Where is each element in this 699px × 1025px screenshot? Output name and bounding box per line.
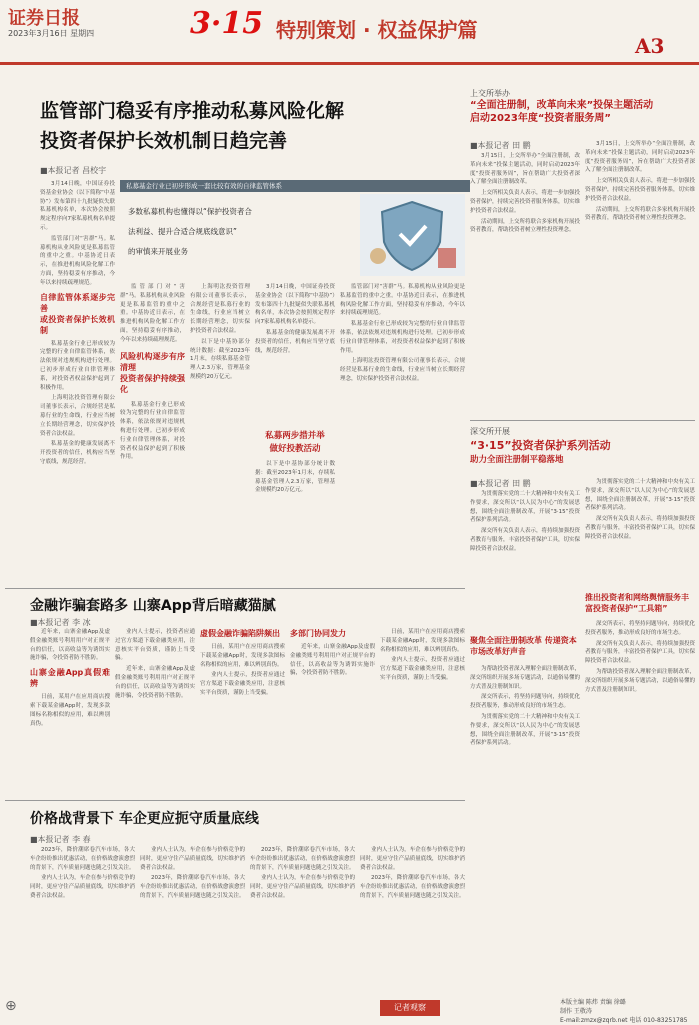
sse-kicker: 上交所举办 <box>470 89 510 98</box>
scam-subhead1: 山寨金融App真假难辨 <box>30 668 110 689</box>
scam-subhead2: 虚假金融诈骗陷阱频出 <box>200 629 280 638</box>
scam-divider <box>5 588 465 589</box>
lead-column-4b <box>255 460 335 578</box>
lead-subhead1-b: 或投资者保护长效机制 <box>40 314 115 335</box>
scam-subhead3: 多部门协同发力 <box>290 629 346 638</box>
lead-para1-cont: 监管部门对“害群”马。私募机构从业风险更是私募监管的重中之重。中基协近日表示，在推进机构风险化解工作方面，坚持稳妥有序推动，今年以来持续疏理规范。 <box>120 284 185 343</box>
car-divider <box>5 800 465 801</box>
lead-para4-cont: 上海明汯投资管理有限公司董事长表示，合规经营是私募行业的生命线，行业应当树立长期经营理念，切实保护投资者合法权益。 <box>190 284 250 334</box>
scam-column-1 <box>30 628 110 798</box>
szse-r3-para1b: 为贯彻落实党的二十大精神和中央有关工作要求，深交所以“以人民为中心”的发展思想，围绕全面注册制改革，开展“3·15”投资者保护系列活动。 <box>470 713 581 747</box>
scam-para2b: 日前，某用户在应用商店搜索下载某金融App时，发现多款图标名称相似的应用，难以辨别真伪。 <box>200 644 285 668</box>
szse-para2: 深交所有关负责人表示，将持续加强投资者教育与服务，丰富投资者保护工具，切实保障投资者合法权益。 <box>470 528 581 552</box>
szse-column-1 <box>470 490 580 630</box>
sse-byline: ■本报记者 田 鹏 <box>470 141 531 150</box>
szse-column-4 <box>585 620 695 990</box>
car-para1c: 2023年，降价潮席卷汽车市场，各大车企纷纷推出优惠活动，在价格战愈演愈烈的背景下，汽车质量问题也随之引发关注。 <box>250 847 355 871</box>
sse-article-header <box>470 88 695 125</box>
scam-para3: 业内人士提示，投资者应通过官方渠道下载金融类应用，注意核实平台资质，谨防上当受骗。 <box>115 629 195 662</box>
footer-meta-line1: 本版主编 陈炜 责编 徐璐 <box>560 999 626 1006</box>
footer-meta-line3: E-mail:zmzx@zqrb.net 电话 010-83251785 <box>560 1017 688 1024</box>
footer-meta-line2: 制作 王敬涛 <box>560 1008 592 1015</box>
scam-headline: 金融诈骗套路多 山寨App背后暗藏猫腻 <box>30 598 276 614</box>
car-para2c: 业内人士认为，车企在参与价格竞争的同时，更应守住产品质量底线，切实维护消费者合法权益。 <box>250 875 355 899</box>
lead-para3: 私募基金行业已形成较为完整的行业自律监管体系，依法依规对违规机构进行处理。已初步形成行业自律管理体系，对投资者权益保护起到了积极作用。 <box>40 340 115 391</box>
szse-kicker: 深交所开展 <box>470 427 510 436</box>
lead-byline: ■本报记者 昌校宇 <box>40 166 107 175</box>
lead-para1: 3月14日晚，中国证券投资基金业协会（以下简称“中基协”）发布第四十九批疑似失联私募机构名单，本次协会按照规定程序向7家私募机构名单提示。 <box>40 181 116 231</box>
right-divider <box>470 420 695 421</box>
event-number: 3·15 <box>190 6 264 41</box>
scam-para1c: 近年来，山寨金融App及虚假金融类账号利用用户对正规平台的信任，以高收益等为诱饵实施诈骗，令投资者防不胜防。 <box>290 644 375 677</box>
lead-side-head-1: 私募两步措并举 <box>265 431 325 441</box>
shield-illustration-icon <box>360 194 465 276</box>
scam-para3b: 业内人士提示，投资者应通过官方渠道下载金融类应用，注意核实平台资质，谨防上当受骗。 <box>200 672 285 696</box>
footer-meta <box>560 998 695 1025</box>
feature-inset <box>120 180 470 275</box>
lead-closing-col4: 以下是中基协部分统计数据：截至2023年1月末，存续私募基金管理人2.3万家，管理基金规模约20万亿元。 <box>255 461 335 494</box>
issue-date: 2023年3月16日 星期四 <box>8 29 95 38</box>
feature-quote-3: 的审慎来开展业务 <box>128 247 188 256</box>
lead-headline-line2: 投资者保护长效机制日趋完善 <box>40 130 288 152</box>
szse-r3-para1c: 为帮助投资者深入理解全面注册制改革，深交所组织开展多场专题活动，以通俗易懂的方式普及注册制知识。 <box>585 668 696 693</box>
lead-headline-line1: 监管部门稳妥有序推动私募风险化解 <box>40 100 345 122</box>
szse-para1: 为贯彻落实党的二十大精神和中央有关工作要求，深交所以“以人民为中心”的发展思想，围绕全面注册制改革，开展“3·15”投资者保护系列活动。 <box>470 491 581 524</box>
szse-column-3 <box>470 665 580 995</box>
lead-para2: 监管部门对“害群”马。私募机构从业风险更是私募监管的重中之重。中基协近日表示，在推进机构风险化解工作方面，坚持稳妥有序推动，今年以来持续疏理规范。 <box>40 235 115 286</box>
lead-subhead2-b: 投资者保护持续强化 <box>120 373 185 394</box>
scam-para1b: 近年来，山寨金融App及虚假金融类账号利用用户对正规平台的信任，以高收益等为诱饵实施诈骗，令投资者防不胜防。 <box>115 666 195 699</box>
scam-column-3 <box>200 628 285 798</box>
sse-para1-col2: 3月15日，上交所举办“全面注册制，改革向未来”投保主题活动，同时启动2023年度“投资者服务周”，旨在帮助广大投资者深入了解全面注册制改革。 <box>585 141 695 174</box>
page-number: A3 <box>635 34 665 58</box>
sse-para3: 活动期间，上交所将联合多家机构开展投资者教育，帮助投资者树立理性投资理念。 <box>470 218 581 234</box>
lead-para4: 上海明汯投资管理有限公司董事长表示，合规经营是私募行业的生命线，行业应当树立长期经营理念，切实保护投资者合法权益。 <box>40 395 115 437</box>
szse-column-2 <box>585 478 695 588</box>
lead-subhead2-a: 风险机构逐步有序清理 <box>120 351 185 372</box>
car-byline: ■本报记者 李 春 <box>30 835 91 844</box>
lead-side-head-2: 做好投教活动 <box>269 444 321 454</box>
lead-closing: 以下是中基协部分统计数据：截至2023年1月末，存续私募基金管理人2.3万家，管理基金规模约20万亿元。 <box>190 338 250 380</box>
lead-column-3 <box>190 283 250 578</box>
lead-column-2 <box>120 283 185 578</box>
szse-r2-para2b: 深交所有关负责人表示，将持续加强投资者教育与服务，丰富投资者保护工具，切实保障投资者合法权益。 <box>585 640 696 665</box>
reporter-observation-badge: 记者观察 <box>380 1000 440 1016</box>
car-column-2 <box>140 846 245 996</box>
lead-headline <box>40 96 450 156</box>
scam-column-2 <box>115 628 195 798</box>
car-para1d: 2023年，降价潮席卷汽车市场，各大车企纷纷推出优惠活动，在价格战愈演愈烈的背景下，汽车质量问题也随之引发关注。 <box>360 875 465 899</box>
registration-mark-icon: ⊕ <box>5 998 17 1014</box>
sse-para1: 3月15日，上交所举办“全面注册制，改革向未来”投保主题活动，同时启动2023年度“投资者服务周”，旨在帮助广大投资者深入了解全面注册制改革。 <box>470 153 580 186</box>
lead-subhead2 <box>120 351 185 395</box>
car-headline: 价格战背景下 车企更应扼守质量底线 <box>30 811 259 827</box>
scam-para3c: 业内人士提示，投资者应通过官方渠道下载金融类应用，注意核实平台资质，谨防上当受骗。 <box>380 657 465 681</box>
masthead-rule <box>0 62 699 65</box>
scam-para2: 日前，某用户在应用商店搜索下载某金融App时，发现多款图标名称相似的应用，难以辨别真伪。 <box>30 694 110 727</box>
car-para1b: 2023年，降价潮席卷汽车市场，各大车企纷纷推出优惠活动，在价格战愈演愈烈的背景下，汽车质量问题也随之引发关注。 <box>140 875 245 899</box>
sse-para3-col2: 活动期间，上交所将联合多家机构开展投资者教育，帮助投资者树立理性投资理念。 <box>585 206 696 222</box>
masthead <box>0 0 699 82</box>
scam-para1: 近年来，山寨金融App及虚假金融类账号利用用户对正规平台的信任，以高收益等为诱饵实施诈骗，令投资者防不胜防。 <box>30 629 110 662</box>
sse-para2: 上交所相关负责人表示，将进一步加强投资者保护，持续完善投资者服务体系，切实维护投资者合法权益。 <box>470 190 581 214</box>
sse-column-2 <box>585 140 695 417</box>
sse-title-line2: 启动2023年度“投资者服务周” <box>470 113 611 124</box>
car-para2b: 业内人士认为，车企在参与价格竞争的同时，更应守住产品质量底线，切实维护消费者合法权益。 <box>140 847 245 871</box>
szse-r3-para2b: 深交所表示，将坚持问题导向，持续优化投资者服务，推动形成良好的市场生态。 <box>585 621 696 636</box>
lead-quote: 私募基金的健康发展离不开投资者的信任，机构应当坚守底线，规范经营。 <box>40 441 115 465</box>
feature-quote-2: 法利益、提升合适合规底线意识” <box>128 227 237 236</box>
szse-subtitle: 助力全面注册制平稳落地 <box>470 455 564 465</box>
lead-para1-col4: 3月14日晚，中国证券投资基金业协会（以下简称“中基协”）发布第四十九批疑似失联私募机构名单，本次协会按照规定程序向7家私募机构名单提示。 <box>255 284 335 326</box>
lead-quote-col4: 私募基金的健康发展离不开投资者的信任，机构应当坚守底线，规范经营。 <box>255 329 335 354</box>
feature-bar: 私募基金行业已初步形成一套比较有效的自律监管体系 <box>120 180 470 192</box>
car-column-3 <box>250 846 355 996</box>
car-column-4 <box>360 846 465 996</box>
szse-title: “3·15”投资者保护系列活动 <box>470 439 611 452</box>
car-para1: 2023年，降价潮席卷汽车市场，各大车企纷纷推出优惠活动，在价格战愈演愈烈的背景下，汽车质量问题也随之引发关注。 <box>30 847 135 871</box>
feature-quote-1: 多数私募机构也懂得以“保护投资者合 <box>128 207 252 216</box>
car-para2: 业内人士认为，车企在参与价格竞争的同时，更应守住产品质量底线，切实维护消费者合法权益。 <box>30 875 135 899</box>
lead-para3-cont: 私募基金行业已形成较为完整的行业自律监管体系，依法依规对违规机构进行处理。已初步形成行业自律管理体系，对投资者权益保护起到了积极作用。 <box>120 401 185 461</box>
szse-article-header <box>470 426 695 465</box>
banner-title: 特别策划 · 权益保护篇 <box>276 18 478 42</box>
lead-subhead1-a: 自律监管体系逐步完善 <box>40 292 115 313</box>
szse-subhead2: 聚焦全面注册制改革 传递资本市场改革好声音 <box>470 636 577 656</box>
scam-para2c: 日前，某用户在应用商店搜索下载某金融App时，发现多款图标名称相似的应用，难以辨别真伪。 <box>380 629 465 653</box>
lead-side-head <box>255 430 335 456</box>
scam-byline: ■本报记者 李 冰 <box>30 618 91 627</box>
car-para2d: 业内人士认为，车企在参与价格竞争的同时，更应守住产品质量底线，切实维护消费者合法权益。 <box>360 847 465 871</box>
scam-column-4 <box>290 628 375 798</box>
lead-column-4 <box>255 283 335 428</box>
szse-byline: ■本报记者 田 鹏 <box>470 479 531 488</box>
szse-para2-col2: 深交所有关负责人表示，将持续加强投资者教育与服务，丰富投资者保护工具，切实保障投资者合法权益。 <box>585 516 696 540</box>
lead-para2-col5: 监管部门对“害群”马。私募机构从业风险更是私募监管的重中之重。中基协近日表示，在推进机构风险化解工作方面，坚持稳妥有序推动，今年以来持续疏理规范。 <box>340 284 465 317</box>
szse-r3-para1: 为帮助投资者深入理解全面注册制改革，深交所组织开展多场专题活动，以通俗易懂的方式普及注册制知识。 <box>470 666 581 690</box>
lead-column-5 <box>340 283 465 578</box>
lead-column-1 <box>40 180 115 575</box>
lead-para4-col5: 上海明汯投资管理有限公司董事长表示，合规经营是私募行业的生命线，行业应当树立长期经营理念，切实保护投资者合法权益。 <box>340 358 465 382</box>
car-column-1 <box>30 846 135 996</box>
sse-para2-col2: 上交所相关负责人表示，将进一步加强投资者保护，持续完善投资者服务体系，切实维护投资者合法权益。 <box>585 178 696 202</box>
sse-column-1 <box>470 152 580 417</box>
szse-r3-para2: 深交所表示，将坚持问题导向，持续优化投资者服务，推动形成良好的市场生态。 <box>470 694 581 710</box>
szse-para1-col2: 为贯彻落实党的二十大精神和中央有关工作要求，深交所以“以人民为中心”的发展思想，围绕全面注册制改革，开展“3·15”投资者保护系列活动。 <box>585 479 696 512</box>
szse-subhead: 推出投资者和网络舆情服务丰富投资者保护“工具箱” <box>585 593 689 613</box>
feature-banner <box>190 6 620 44</box>
lead-subhead1 <box>40 292 115 336</box>
lead-para3-col5: 私募基金行业已形成较为完整的行业自律监管体系，依法依规对违规机构进行处理。已初步形成行业自律管理体系，对投资者权益保护起到了积极作用。 <box>340 321 465 354</box>
sse-title-line1: “全面注册制，改革向未来”投保主题活动 <box>470 100 654 111</box>
scam-column-5 <box>380 628 465 798</box>
newspaper-logo: 证券日报 <box>8 8 80 29</box>
